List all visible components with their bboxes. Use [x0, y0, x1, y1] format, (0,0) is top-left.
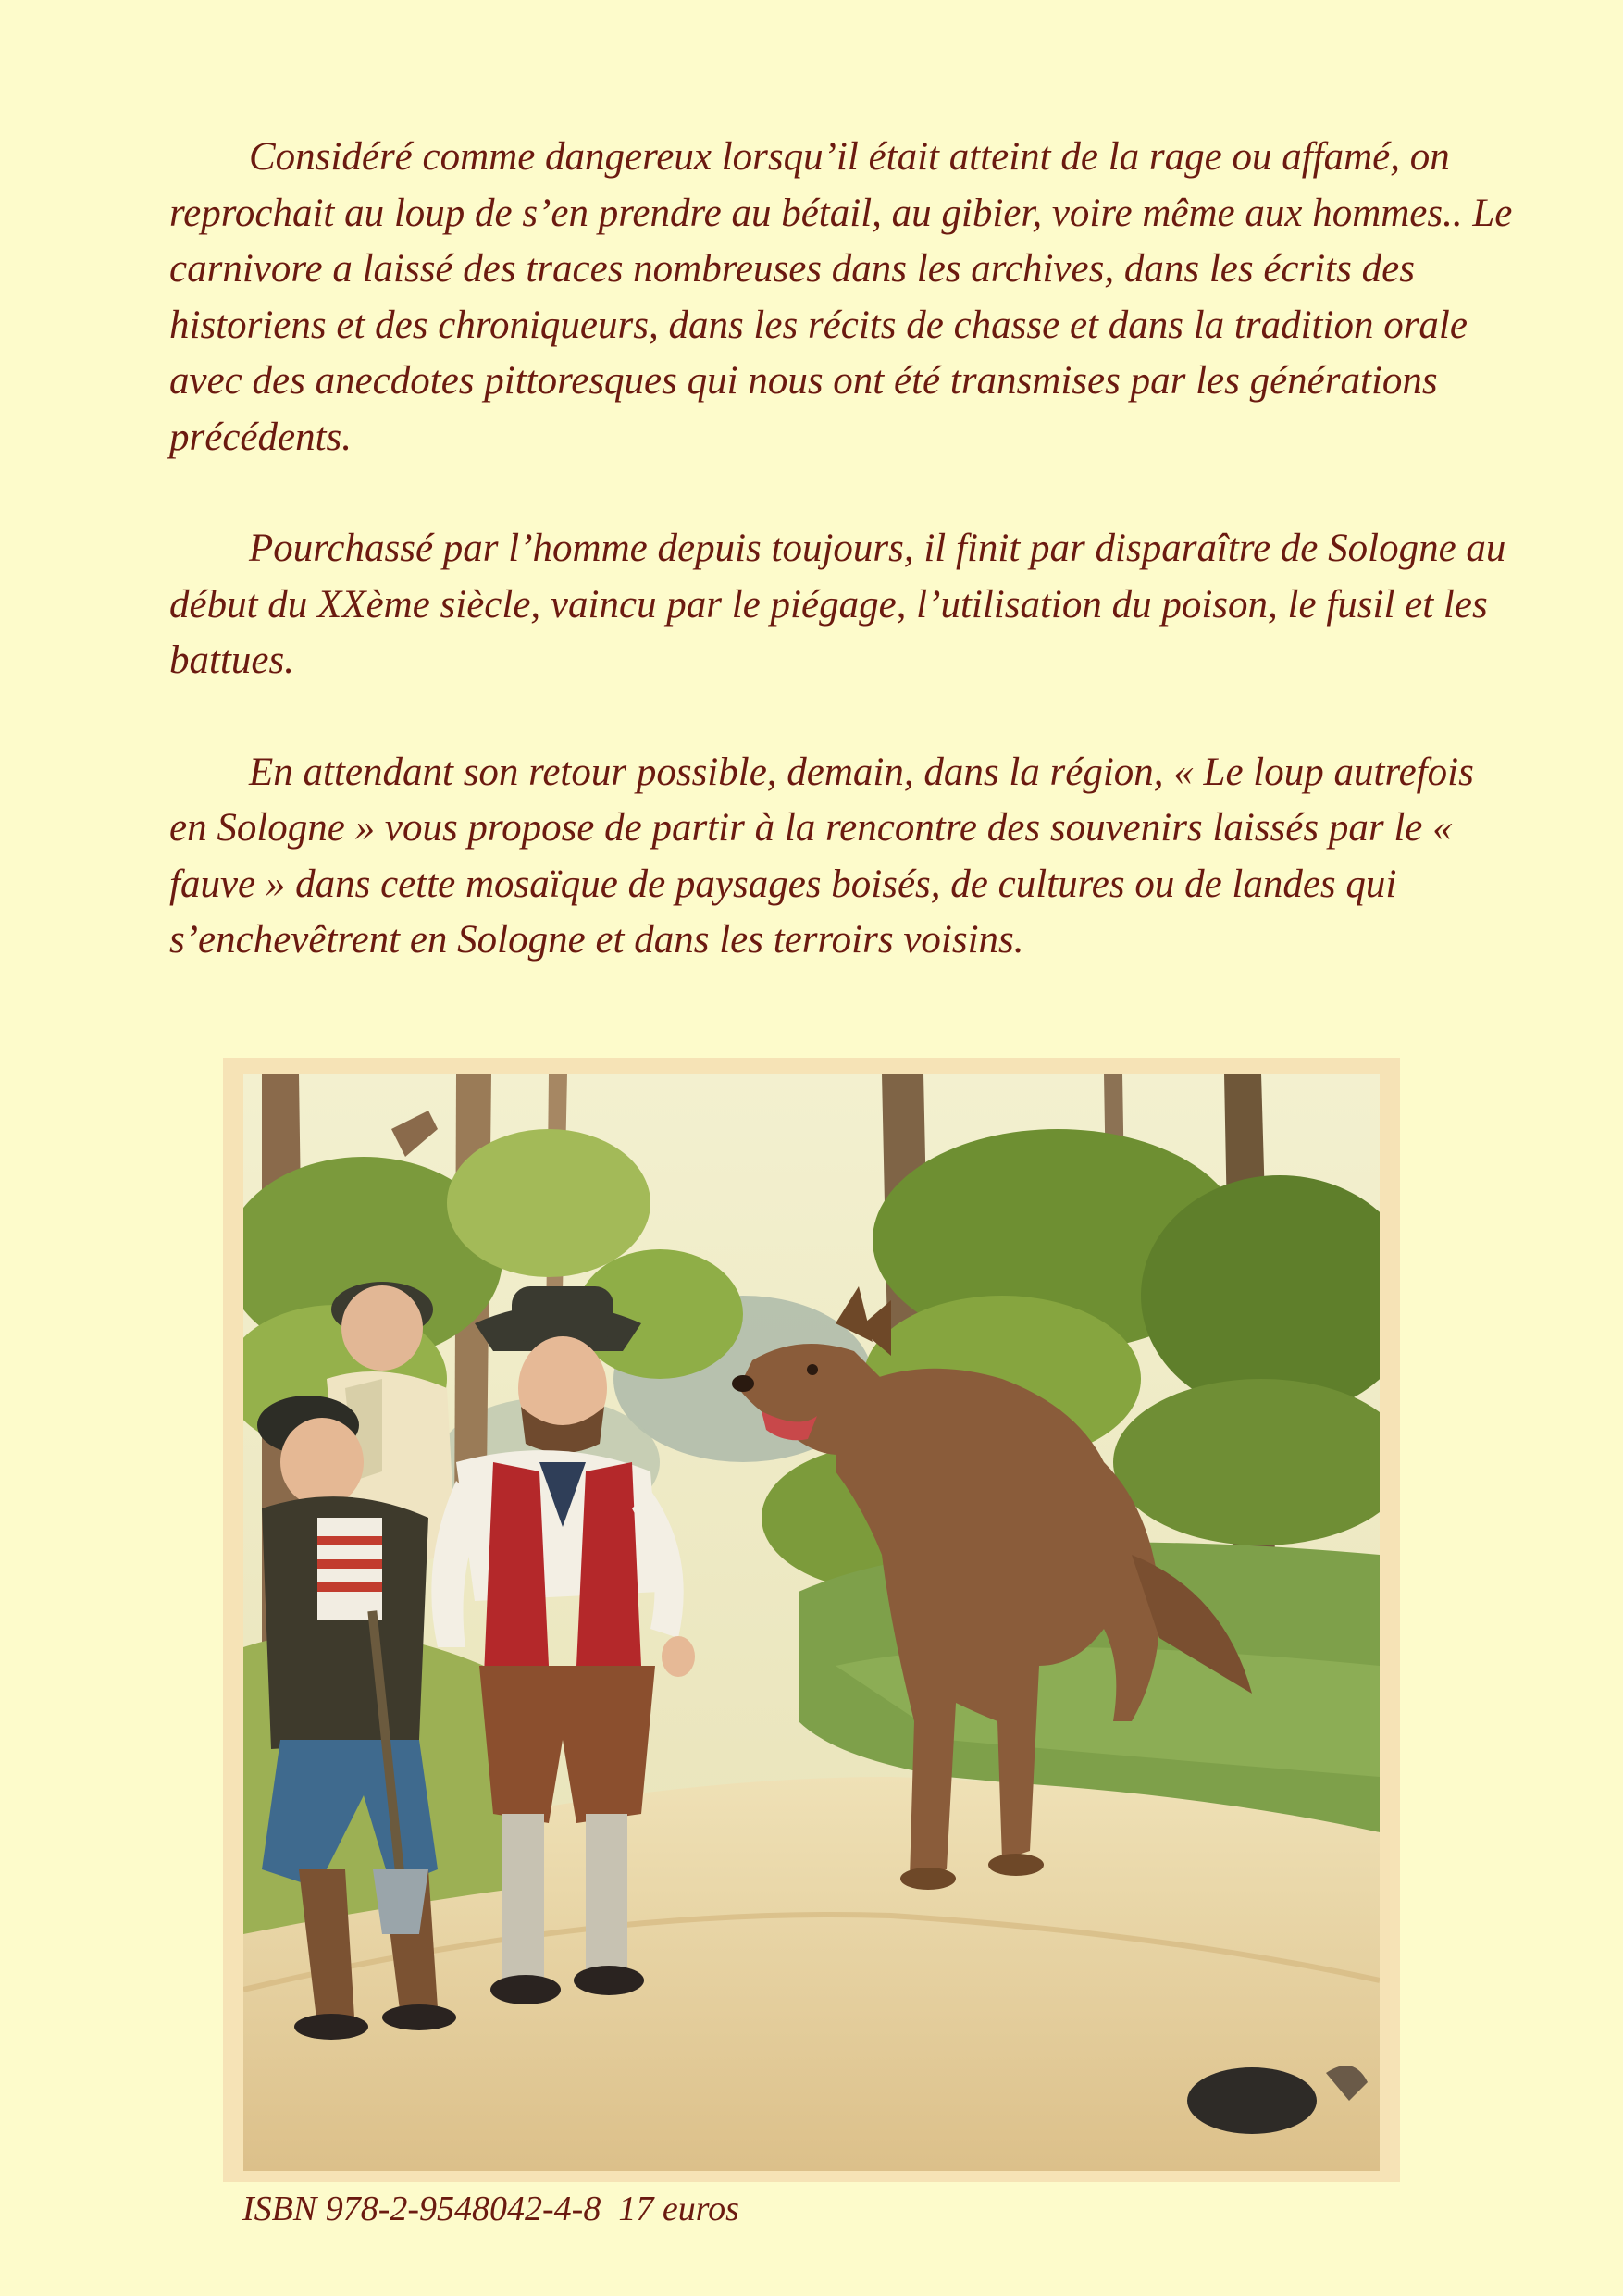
paragraph-3: En attendant son retour possible, demain, dans la région, « Le loup autrefois en Sologne » vous propose de partir à la rencontre des souvenirs laissés par le « fauve » dans cette mosaïque de paysages boisés, de cultures ou de landes qui s’enchevêtrent en Sologne et dans les terroirs voisins.: [169, 750, 1474, 962]
wolf-encounter-illustration: [243, 1074, 1380, 2171]
fallen-hat: [1187, 2067, 1317, 2134]
paragraph-2: Pourchassé par l’homme depuis toujours, il finit par disparaître de Sologne au début du XXème siècle, vaincu par le piégage, l’utilisation du poison, le fusil et les battues.: [169, 527, 1506, 682]
paragraph-1: Considéré comme dangereux lorsqu’il était atteint de la rage ou affamé, on reprochait au loup de s’en prendre au bétail, au gibier, voire même aux hommes.. Le carnivore a laissé des traces nombreuses dans les archives, dans les écrits des historiens et des chroniqueurs, dans les récits de chasse et dans la tradition orale avec des anecdotes pittoresques qui nous ont été transmises par les générations précédents.: [169, 135, 1513, 459]
description-text: [169, 130, 1520, 969]
illustration-frame: [223, 1058, 1400, 2182]
isbn-price: ISBN 978-2-9548042-4-8 17 euros: [242, 2190, 739, 2228]
